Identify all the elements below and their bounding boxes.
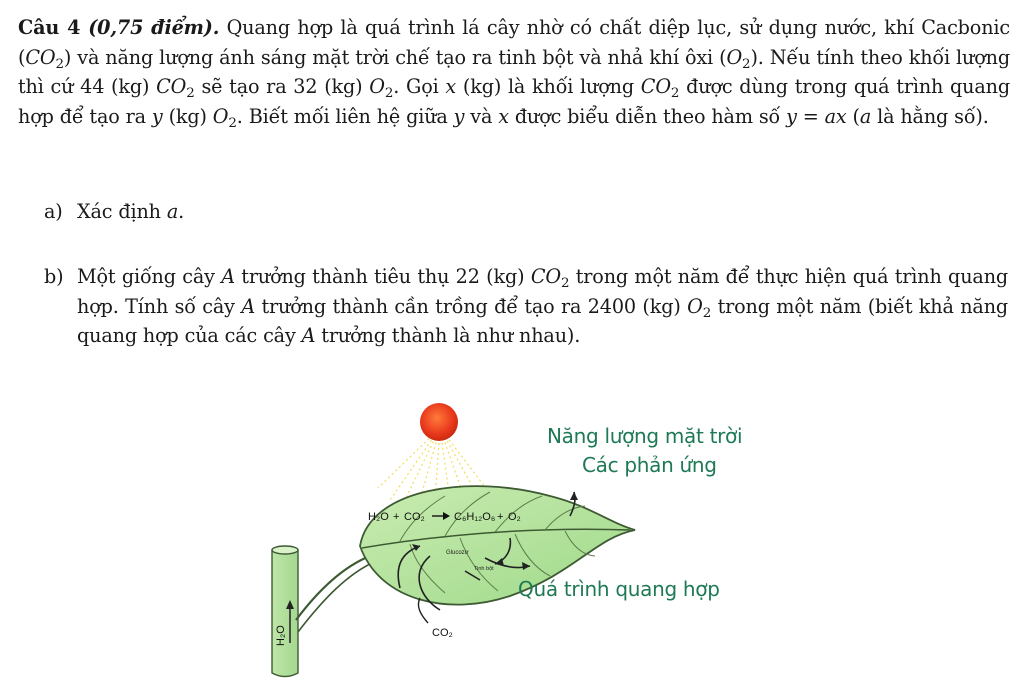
photosynthesis-figure	[250, 388, 810, 686]
svg-text:+: +	[497, 511, 504, 523]
starch-label: Tinh bột	[474, 566, 494, 572]
sun-icon	[420, 403, 458, 441]
part-b	[44, 262, 1009, 348]
caption-reactions: Các phản ứng	[582, 453, 717, 477]
part-b-label: b)	[44, 265, 64, 288]
stem-h2o-label: H₂O	[275, 625, 287, 646]
glucose-label: Glucozơ	[446, 550, 469, 556]
eq-h2o: H₂O	[368, 511, 389, 523]
part-a-label: a)	[44, 200, 63, 223]
caption-energy: Năng lượng mặt trời	[547, 424, 743, 448]
question-heading: Câu 4 (0,75 điểm).	[18, 16, 220, 39]
eq-glucose: C₆H₁₂O₆	[454, 511, 496, 523]
eq-co2: CO₂	[404, 511, 425, 523]
part-a: a) Xác định a.	[44, 197, 1004, 227]
svg-text:+: +	[393, 511, 400, 523]
stem	[272, 550, 298, 677]
question-text: Câu 4 (0,75 điểm). Quang hợp là quá trình lá cây nhờ có chất diệp lục, sử dụng nước, khí Cacbonic $(CO_2)$ và năng lượng ánh sáng mặt trời chế tạo ra tinh bột và nhả khí ôxi $(O_2)$. Nếu tính theo khối lượng thì cứ 44 (kg) $CO_2$ sẽ tạo ra 32 (kg) $O_2$. Gọi x (kg) là khối lượng $CO_2$ được dùng trong quá trình quang hợp để tạo ra y (kg) $O_2$. Biết mối liên hệ giữa y và x được biểu diễn theo hàm số y = ax (a là hằng số).	[18, 16, 1011, 131]
caption-process: Quá trình quang hợp	[518, 577, 720, 601]
eq-o2: O₂	[508, 511, 521, 523]
part-b-text: Một giống cây A trưởng thành tiêu thụ 22 (kg) $CO_2$ trong một năm để thực hiện quá trình quang hợp. Tính số cây A trưởng thành cần trồng để tạo ra 2400 (kg) $O_2$ trong một năm (biết khả năng quang hợp của các cây A trưởng thành là như nhau).	[77, 265, 1009, 348]
co2-label: CO₂	[432, 627, 453, 639]
